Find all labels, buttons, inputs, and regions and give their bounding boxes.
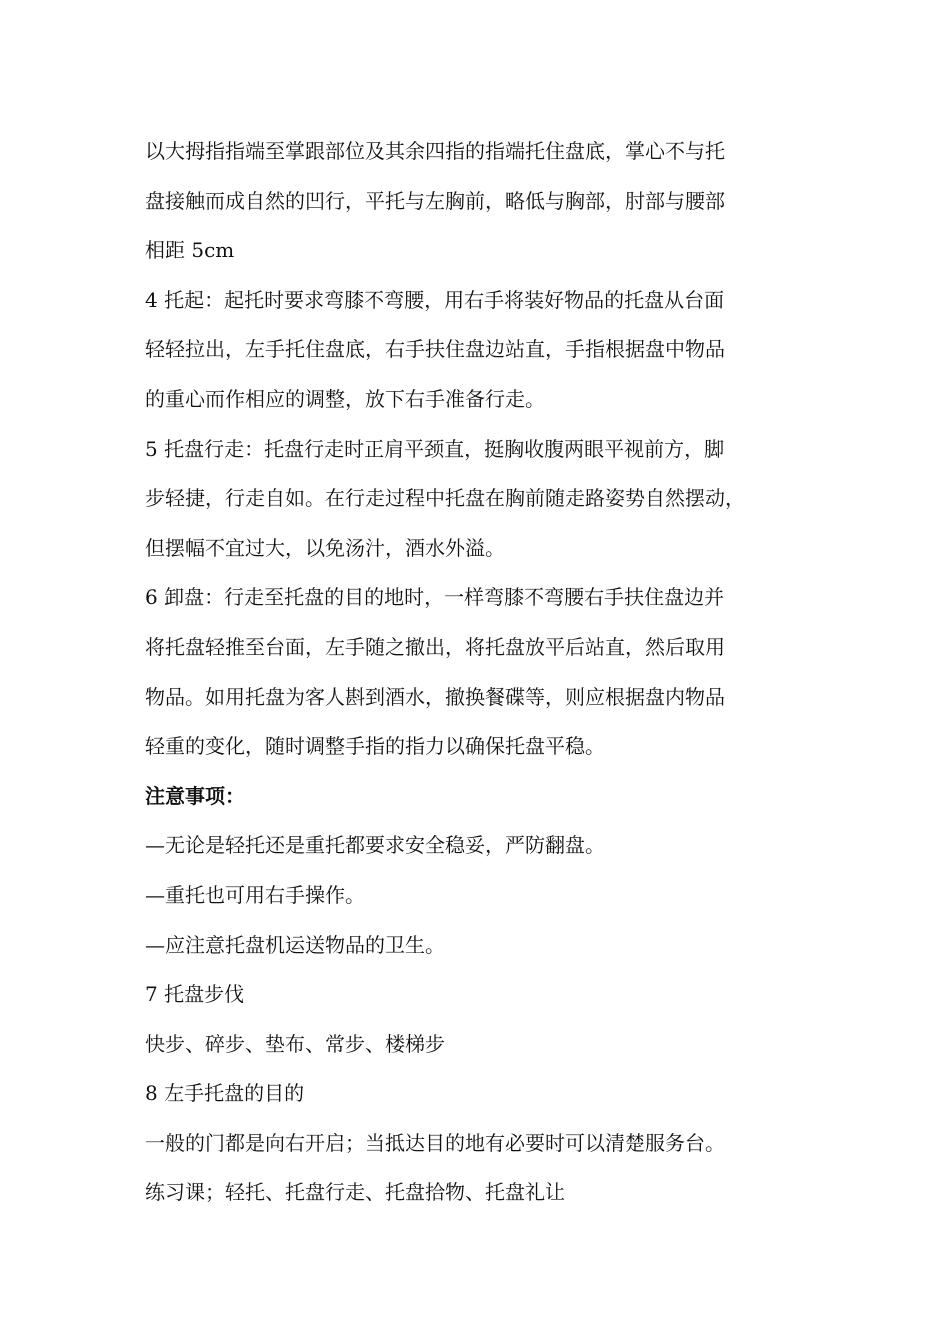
text-line: 练习课；轻托、托盘行走、托盘拾物、托盘礼让 <box>145 1180 565 1205</box>
text-line: 一般的门都是向右开启；当抵达目的地有必要时可以清楚服务台。 <box>145 1130 725 1155</box>
text-line: 快步、碎步、垫布、常步、楼梯步 <box>145 1031 445 1056</box>
text-line: 盘接触而成自然的凹行，平托与左胸前，略低与胸部，肘部与腰部 <box>145 188 725 213</box>
text-line: 4 托起：起托时要求弯膝不弯腰，用右手将装好物品的托盘从台面 <box>145 287 725 312</box>
section-heading: 注意事项： <box>145 783 245 808</box>
text-line: 但摆幅不宜过大，以免汤汁，酒水外溢。 <box>145 535 505 560</box>
text-line: 物品。如用托盘为客人斟到酒水，撤换餐碟等，则应根据盘内物品 <box>145 684 725 709</box>
text-line: 步轻捷，行走自如。在行走过程中托盘在胸前随走路姿势自然摆动， <box>145 486 745 511</box>
text-line: 以大拇指指端至掌跟部位及其余四指的指端托住盘底，掌心不与托 <box>145 139 725 163</box>
text-line: 相距 5cm <box>145 238 235 263</box>
text-line: 将托盘轻推至台面，左手随之撤出，将托盘放平后站直，然后取用 <box>145 634 725 659</box>
text-line: —应注意托盘机运送物品的卫生。 <box>145 932 445 957</box>
text-line: 5 托盘行走：托盘行走时正肩平颈直，挺胸收腹两眼平视前方，脚 <box>145 436 725 461</box>
text-line: —重托也可用右手操作。 <box>145 882 365 907</box>
text-line: 轻轻拉出，左手托住盘底，右手扶住盘边站直，手指根据盘中物品 <box>145 337 725 362</box>
document-body <box>145 127 825 1218</box>
text-line: 8 左手托盘的目的 <box>145 1081 305 1106</box>
text-line: —无论是轻托还是重托都要求安全稳妥，严防翻盘。 <box>145 833 605 858</box>
text-line: 的重心而作相应的调整，放下右手准备行走。 <box>145 386 545 411</box>
text-line: 6 卸盘：行走至托盘的目的地时，一样弯膝不弯腰右手扶住盘边并 <box>145 585 725 610</box>
text-line: 轻重的变化，随时调整手指的指力以确保托盘平稳。 <box>145 734 605 759</box>
text-line: 7 托盘步伐 <box>145 982 245 1007</box>
